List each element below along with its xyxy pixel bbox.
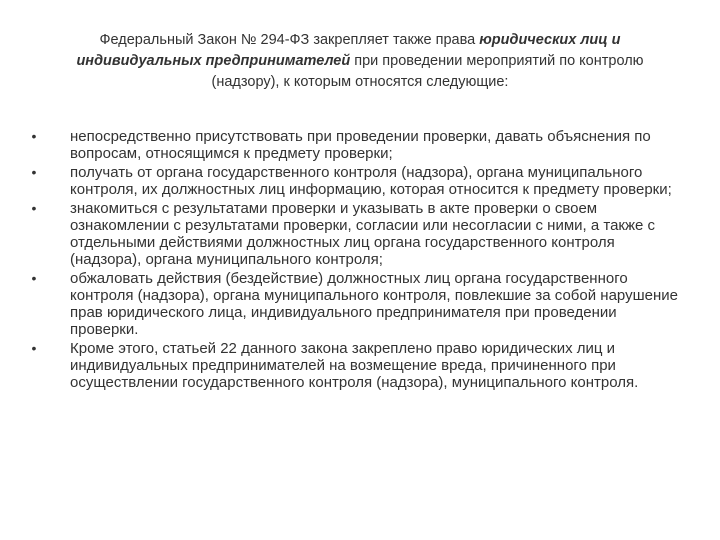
list-item (28, 128, 688, 162)
list-item-text: обжаловать действия (бездействие) должностных лиц органа государственного контроля (надзора), органа муниципального контроля, повлекшие за собой нарушение прав юридического лица, индивидуального предпринимателя при проведении проверки. (70, 270, 678, 338)
bullet-icon: • (31, 200, 37, 216)
bullet-icon: • (31, 340, 37, 356)
list-item-text: получать от органа государственного контроля (надзора), органа муниципального контроля, их должностных лиц информацию, которая относится к предмету проверки; (70, 164, 672, 198)
rights-list (28, 128, 688, 393)
bullet-icon: • (31, 128, 37, 144)
bullet-icon: • (31, 270, 37, 286)
heading-text-part2: при проведении мероприятий по контролю (надзору), к которым относятся следующие: (211, 52, 644, 90)
list-item (28, 164, 688, 198)
bullet-icon: • (31, 164, 37, 180)
list-item (28, 200, 688, 268)
heading-emphasis: юридических лиц и индивидуальных предпринимателей (76, 31, 621, 69)
list-item (28, 340, 688, 391)
heading-text-part1: Федеральный Закон № 294-ФЗ закрепляет также права (99, 31, 480, 48)
list-item-text: Кроме этого, статьей 22 данного закона закреплено право юридических лиц и индивидуальных предпринимателей на возмещение вреда, причиненного при осуществлении государственного контроля (надзора), муниципального контроля. (70, 340, 639, 391)
list-item-text: знакомиться с результатами проверки и указывать в акте проверки о своем ознакомлении с результатами проверки, согласии или несогласии с ними, а также с отдельными действиями должностных лиц органа государственного контроля (надзора), органа муниципального контроля; (70, 200, 656, 268)
list-item (28, 270, 688, 338)
intro-heading (60, 30, 660, 93)
list-item-text: непосредственно присутствовать при проведении проверки, давать объяснения по вопросам, относящимся к предмету проверки; (70, 128, 651, 162)
